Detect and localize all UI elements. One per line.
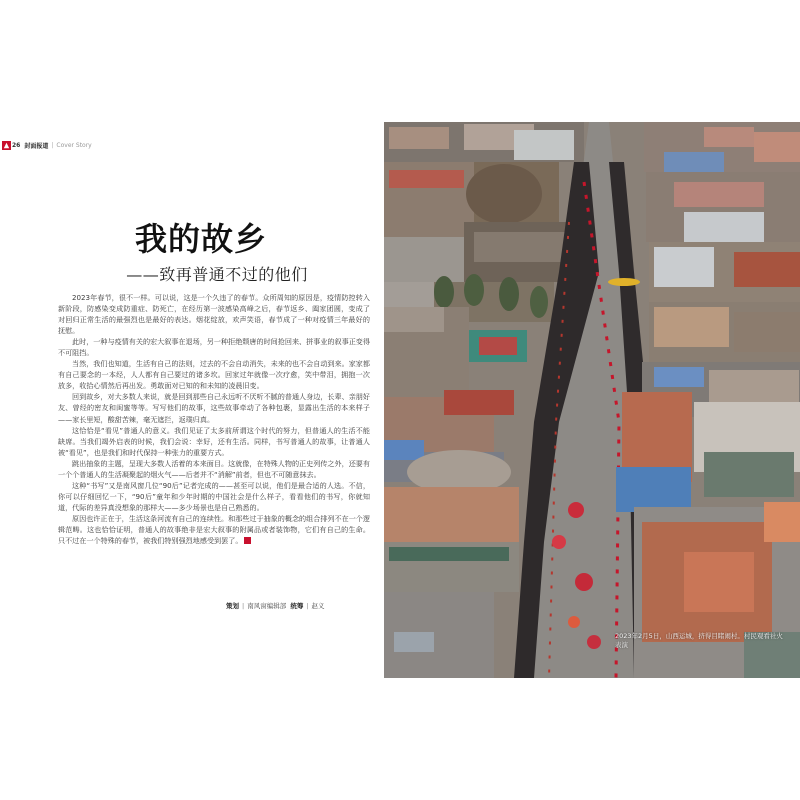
article-paragraph: 这恰恰是“看见”普通人的意义。我们见证了太多前所谓这个时代的努力，但普通人的生活不能缺席。当我们竭外启表的时候，我们会说：幸好，还有生活。同样，书写普通人的故事，让普通人被“看见”，也是我们和时代保持一种张力的重要方式。 [58,425,370,457]
coordination-label: 统筹 [290,602,304,610]
credits [226,601,325,610]
main-title: 我的故乡 [134,220,267,258]
end-square-icon [244,537,251,544]
page-number: 26 [12,141,21,149]
planning-label: 策划 [226,602,239,610]
sub-title: ——致再普通不过的他们 [126,265,308,284]
coordination-value: 赵义 [311,602,325,610]
aerial-photo [384,122,800,678]
article-paragraph-last [58,513,370,546]
credits-separator: | [242,602,245,610]
article-paragraph: 这种“书写”又是南风窗几位“90后”记者完成的——甚至可以说，他们是最合适的人选。不信，你可以仔细回忆一下，“90后”童年和少年时期的中国社会是什么样子，看看他们的书写，你就知道，代际的差异真没想象的那样大——多少场景也是自己熟悉的。 [58,480,370,512]
section-title: 封面报道 [24,142,49,150]
page-header [2,139,92,151]
planning-value: 南风窗编辑部 [247,602,287,610]
article-paragraph: 此时，一种与疫情有关的宏大叙事在退场，另一种拒绝颓唐的时间抢回来、拼事业的叙事正变得不可阻挡。 [58,337,370,358]
article-paragraph-text: 原因也许正在于，生活这条河流有自己的连续性。和那些过于抽象的概念的组合排列不在一个逻辑范畴。这也恰恰证明，普通人的故事绝非是宏大叙事的附属品或者装饰物，它们有自己的生命。只不过在一个特殊的春节，被我们特别强烈地感受到罢了。 [58,513,370,546]
article-body [58,292,370,546]
nfc-logo-icon [2,141,11,150]
section-title-en: Cover Story [56,141,92,149]
title-block [0,214,384,285]
aerial-village-illustration [384,122,800,678]
header-separator: | [51,141,54,149]
credits-separator: | [306,602,309,610]
article-paragraph: 2023年春节，很不一样。可以说，这是一个久违了的春节。众所周知的原因是，疫情防控转入新阶段，防感染变成防重症、防死亡，在经历第一波感染高峰之后，春节返乡、阖家团圆，变成了对回归正常生活的最强烈也是最好的表达。烟花绽放，欢声笑语，春节成了一种对疫情三年最好的抚慰。 [58,293,370,336]
article-paragraph: 回到故乡，对大多数人来说，就是回到那些自己永远听不厌听不腻的普通人身边，长辈、亲朋好友、曾经的密友和闺蜜等等。写写他们的故事，这些故事牵动了各种包裹，显露出生活的本来样子——家长里短，酸甜苦辣，毫无遮拦，返璞归真。 [58,392,370,424]
article-paragraph: 当然，我们也知道，生活有自己的法则，过去的不会自动消失，未来的也不会自动到来。家家都有自己要念的一本经，人人都有自己要过的诸多坎。回家过年就像一次疗愈，笑中带泪，拥抱一次放多，收拾心情然后再出发。勇敢面对已知的和未知的凌晨旧变。 [58,359,370,391]
photo-caption: 2023年2月5日，山西运城，挤得目睹闹村。村民观看社火表演 [615,632,783,649]
article-paragraph: 跳出抽象的主题，呈现大多数人活着的本来面目。这就像，在特殊人物的正史列传之外，还要有一个个普通人的生活凝聚起的烟火气——后者并不“消解”前者，但也不可随意抹去。 [58,458,370,479]
